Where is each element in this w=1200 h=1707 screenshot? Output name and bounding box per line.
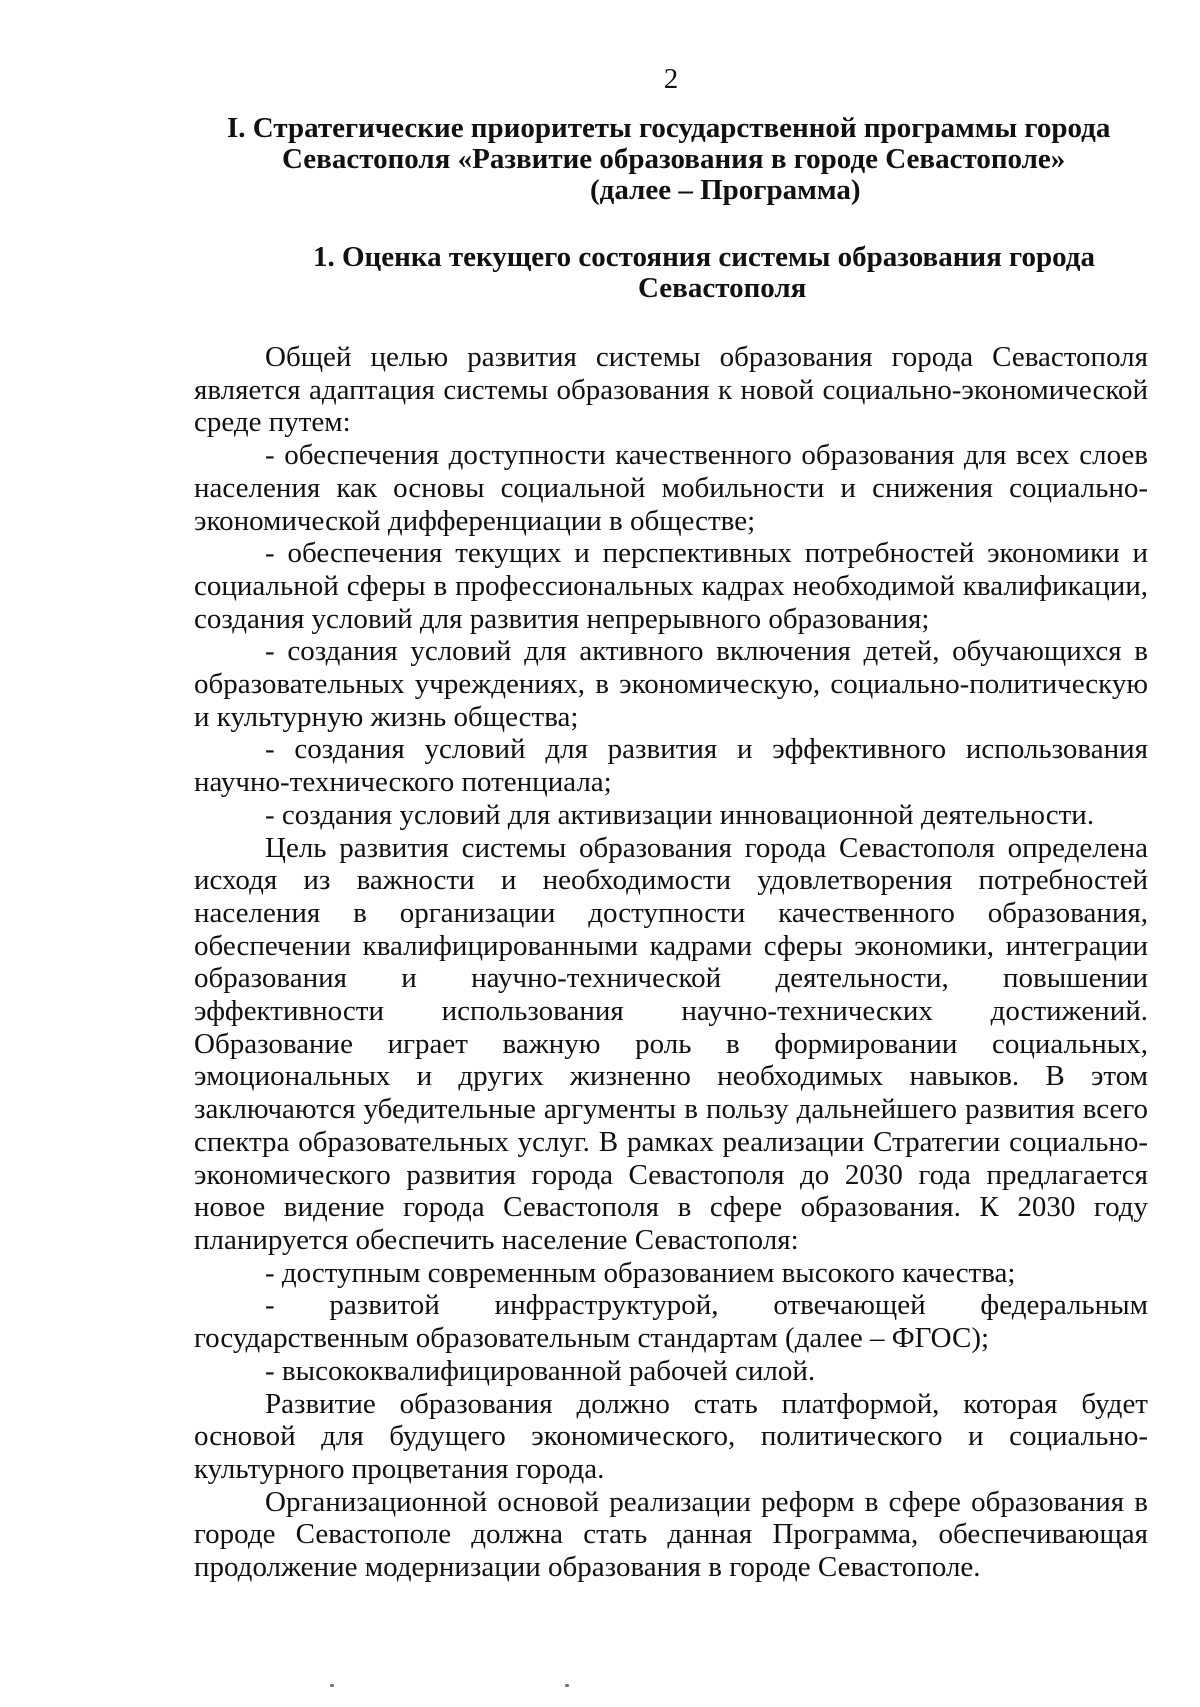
section-heading-line-3: (далее – Программа): [590, 174, 861, 206]
section-heading-line-2: Севастополя «Развитие образования в городе Севастополе»: [282, 143, 1066, 175]
subsection-heading-line-2: Севастополя: [638, 272, 807, 304]
list-item-scientific-potential: - создания условий для развития и эффективного использования научно-технического потенциала;: [194, 733, 1148, 799]
section-heading-line-1: I. Стратегические приоритеты государственной программы города: [227, 112, 1111, 144]
scan-marks: [330, 1684, 590, 1690]
list-item-accessibility: - обеспечения доступности качественного образования для всех слоев населения как основы социальной мобильности и снижения социально-экономической дифференциации в обществе;: [194, 439, 1148, 537]
list-item-innovation: - создания условий для активизации инновационной деятельности.: [265, 798, 1095, 831]
paragraph-platform: Развитие образования должно стать платформой, которая будет основой для будущего экономического, политического и социально-культурного процветания города.: [194, 1387, 1148, 1485]
list-item-infrastructure: - развитой инфраструктурой, отвечающей федеральным государственным образовательным стандартам (далее – ФГОС);: [194, 1289, 1148, 1355]
subsection-heading: [190, 242, 1165, 304]
body-text: [194, 341, 1148, 1584]
paragraph-goal: Общей целью развития системы образования города Севастополя является адаптация системы образования к новой социально-экономической среде путем:: [194, 341, 1148, 439]
list-item-modern-education: - доступным современным образованием высокого качества;: [265, 1256, 1016, 1289]
list-item-children-inclusion: - создания условий для активного включения детей, обучающихся в образовательных учреждениях, в экономическую, социально-политическую и культурную жизнь общества;: [194, 635, 1148, 733]
paragraph-development-goal: Цель развития системы образования города Севастополя определена исходя из важности и необходимости удовлетворения потребностей населения в организации доступности качественного образования, обеспечении квалифицированными кадрами сферы экономики, интеграции образования и научно-технической деятельности, повышении эффективности использования научно-технических достижений. Образование играет важную роль в формировании социальных, эмоциональных и других жизненно необходимых навыков. В этом заключаются убедительные аргументы в пользу дальнейшего развития всего спектра образовательных услуг. В рамках реализации Стратегии социально-экономического развития города Севастополя до 2030 года предлагается новое видение города Севастополя в сфере образования. К 2030 году планируется обеспечить население Севастополя:: [194, 831, 1148, 1256]
list-item-economy-needs: - обеспечения текущих и перспективных потребностей экономики и социальной сферы в профессиональных кадрах необходимой квалификации, создания условий для развития непрерывного образования;: [194, 537, 1148, 635]
page-number: 2: [663, 63, 679, 95]
subsection-heading-line-1: 1. Оценка текущего состояния системы образования города: [313, 241, 1095, 273]
list-item-workforce: - высококвалифицированной рабочей силой.: [265, 1354, 816, 1387]
paragraph-organizational-basis: Организационной основой реализации реформ в сфере образования в городе Севастополе должна стать данная Программа, обеспечивающая продолжение модернизации образования в городе Севастополе.: [194, 1485, 1148, 1584]
section-heading: [190, 113, 1165, 206]
